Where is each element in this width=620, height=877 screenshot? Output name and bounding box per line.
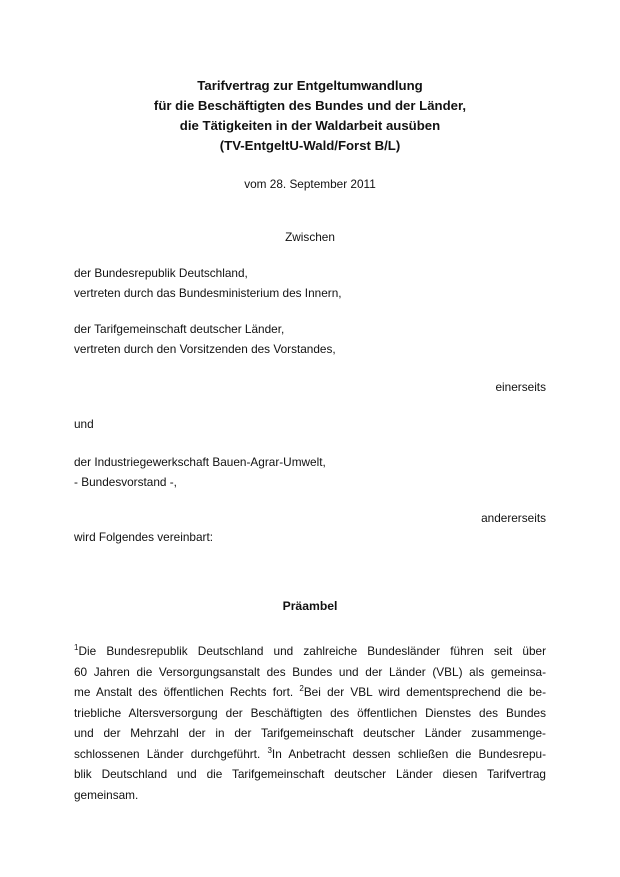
and-label: und <box>74 417 94 431</box>
preamble-paragraph <box>74 641 546 805</box>
preamble-line-1: $^1$Die Bundesrepublik Deutschland und zahlreiche Bundesländer führen seit über <box>74 643 546 658</box>
preamble-line-6: schlossenen Länder durchgeführt. $^3$In Anbetracht dessen schließen die Bundesrepu- <box>74 745 547 761</box>
between-label: Zwischen <box>285 230 335 244</box>
party1-represented: vertreten durch das Bundesministerium des Innern, <box>74 286 342 300</box>
title-line-3: die Tätigkeiten in der Waldarbeit ausüben <box>179 118 441 133</box>
title-line-1: Tarifvertrag zur Entgeltumwandlung <box>197 78 423 93</box>
title-line-2: für die Beschäftigten des Bundes und der Länder, <box>153 98 467 113</box>
preamble-line-2: 60 Jahren die Versorgungsanstalt des Bundes und der Länder (VBL) als gemeinsa- <box>74 664 546 679</box>
sentence-number: 3 <box>267 745 272 755</box>
sentence-number: 2 <box>299 684 304 693</box>
title-line-4: (TV-EntgeltU-Wald/Forst B/L) <box>219 138 401 153</box>
party2-represented: vertreten durch den Vorsitzenden des Vorstandes, <box>74 342 336 356</box>
agreement-statement: wird Folgendes vereinbart: <box>74 530 214 544</box>
preamble-line-4: triebliche Altersversorgung der Beschäftigten des öffentlichen Dienstes des Bundes <box>74 705 546 720</box>
party1-name: der Bundesrepublik Deutschland, <box>74 266 248 280</box>
party3-name: der Industriegewerkschaft Bauen-Agrar-Umwelt, <box>74 455 326 469</box>
on-other-side-label: andererseits <box>481 511 546 525</box>
preamble-line-3: me Anstalt des öffentlichen Rechts fort. $^2$Bei der VBL wird dementsprechend die be- <box>74 684 546 699</box>
party3-represented: - Bundesvorstand -, <box>74 475 177 489</box>
preamble-line-8: gemeinsam. <box>74 787 139 802</box>
document-date: vom 28. September 2011 <box>244 177 376 191</box>
preamble-line-5: und der Mehrzahl der in der Tarifgemeinschaft deutscher Länder zusammenge- <box>74 726 546 740</box>
on-one-side-label: einerseits <box>495 380 546 394</box>
sentence-number: 1 <box>74 643 79 652</box>
preamble-heading: Präambel <box>282 599 338 613</box>
party2-name: der Tarifgemeinschaft deutscher Länder, <box>74 322 285 336</box>
document-title <box>0 76 620 156</box>
preamble-line-7: blik Deutschland und die Tarifgemeinschaft deutscher Länder diesen Tarifvertrag <box>74 767 546 781</box>
